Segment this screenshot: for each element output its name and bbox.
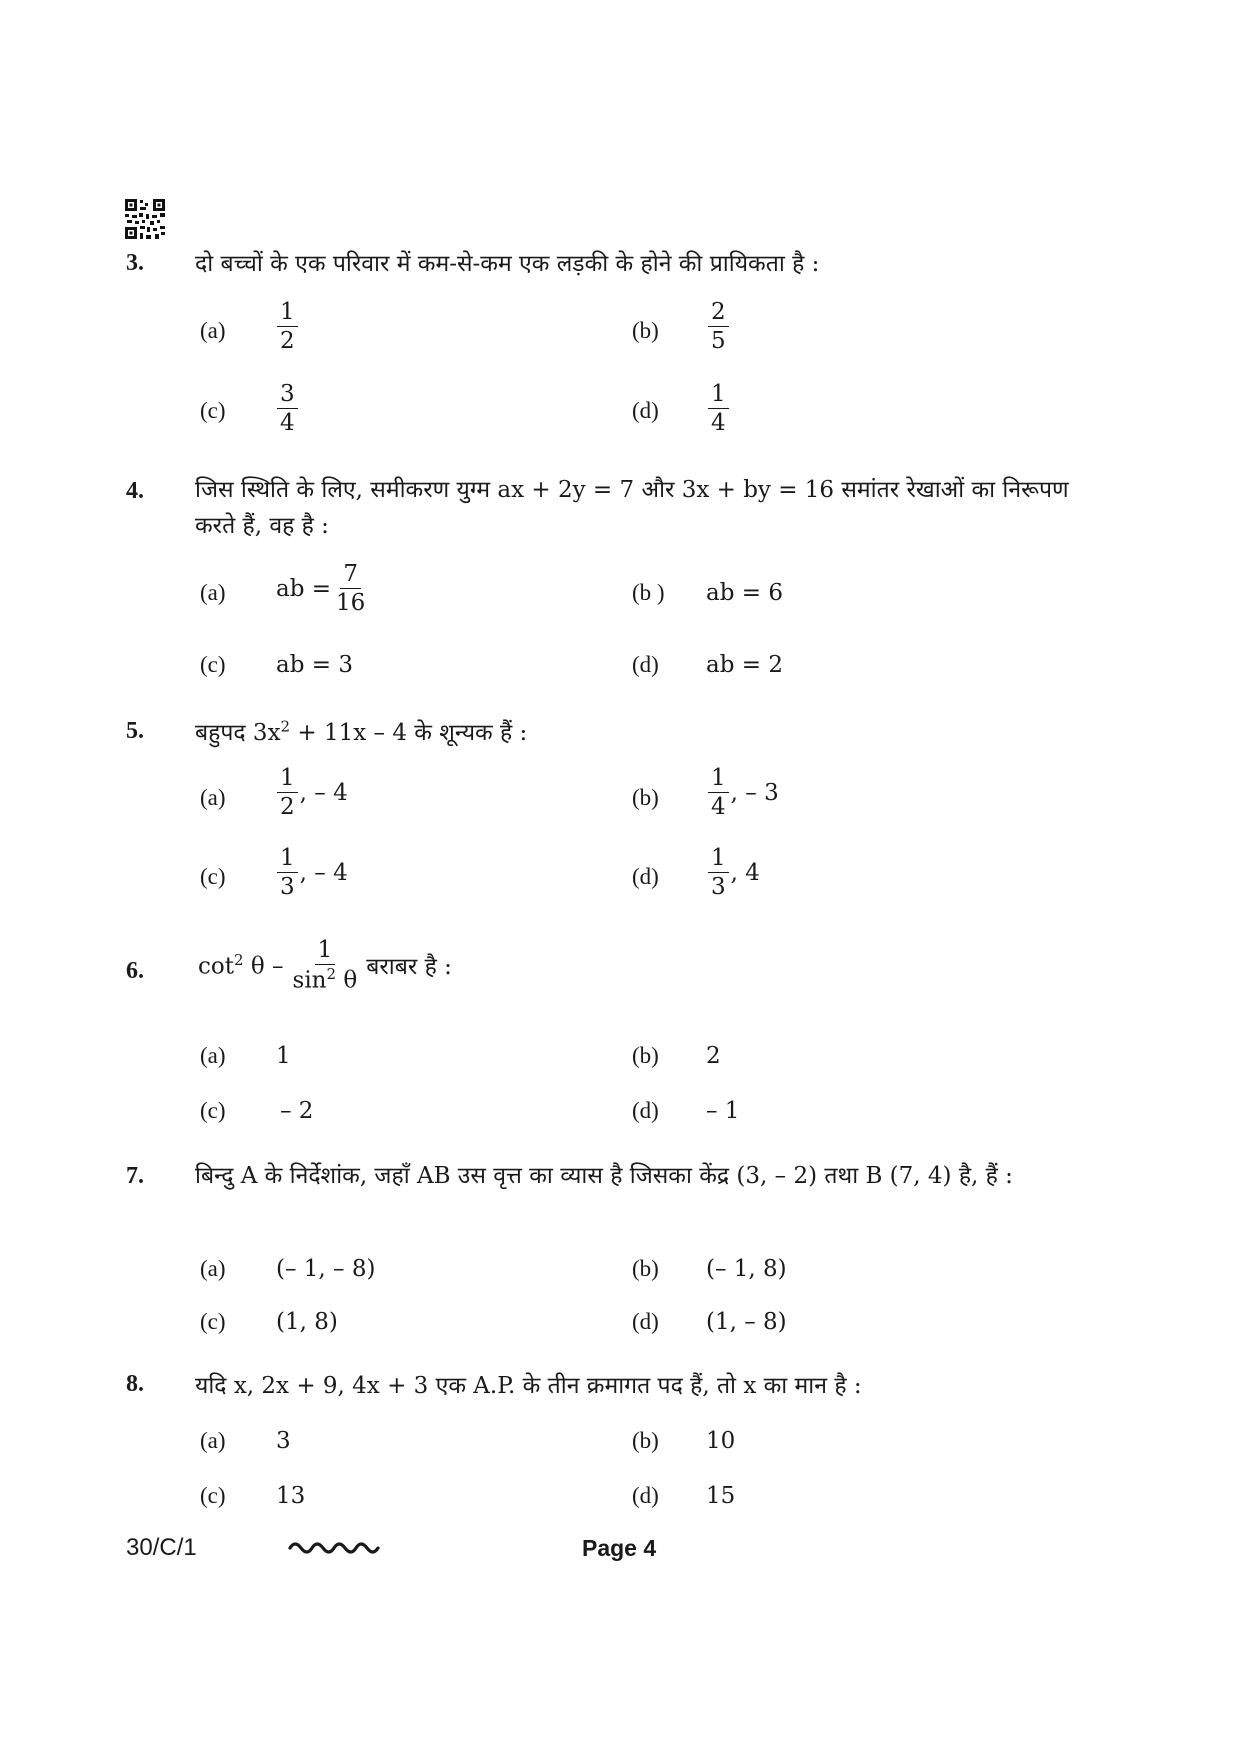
option-b-value (708, 766, 779, 819)
option-c-value (277, 382, 298, 435)
fraction (708, 300, 729, 353)
exponent: 2 (233, 951, 244, 970)
question-stem (195, 715, 527, 747)
stem-expression (198, 951, 284, 980)
option-label-d: (d) (632, 1309, 659, 1334)
option-label-c: (c) (200, 652, 226, 677)
option-b-value (708, 300, 729, 353)
fraction (290, 938, 361, 993)
option-label-b: (b ) (632, 580, 665, 605)
option-d-value: – 1 (706, 1098, 740, 1124)
question-number: 4. (126, 478, 144, 504)
option-label-c: (c) (200, 398, 226, 423)
question-stem: दो बच्चों के एक परिवार में कम-से-कम एक लड़की के होने की प्रायिकता है : (195, 251, 820, 277)
fraction (277, 846, 298, 899)
option-suffix: , – 4 (299, 859, 348, 886)
option-suffix: , – 4 (299, 779, 348, 806)
numerator: 2 (708, 300, 729, 327)
option-label-a: (a) (200, 318, 226, 343)
denominator: 4 (711, 410, 726, 437)
option-label-a: (a) (200, 580, 226, 605)
denominator: 4 (280, 410, 295, 437)
option-label-b: (b) (632, 785, 659, 810)
option-label-a: (a) (200, 1043, 226, 1068)
option-label-d: (d) (632, 652, 659, 677)
option-a-value: (– 1, – 8) (276, 1256, 376, 1282)
fraction (277, 300, 298, 353)
numerator: 7 (340, 562, 361, 589)
option-c-value: ab = 3 (276, 652, 353, 678)
option-a-value: 3 (276, 1428, 291, 1454)
denominator: 3 (711, 874, 726, 901)
option-label-c: (c) (200, 1483, 226, 1508)
option-b-value: (– 1, 8) (706, 1256, 787, 1282)
option-label-d: (d) (632, 1483, 659, 1508)
option-d-value (708, 382, 729, 435)
denominator: 16 (336, 590, 366, 617)
numerator: 1 (708, 382, 729, 409)
option-label-a: (a) (200, 1256, 226, 1281)
page-number: Page 4 (582, 1535, 657, 1561)
numerator: 1 (708, 846, 729, 873)
paper-code: 30/C/1 (126, 1534, 197, 1561)
option-d-value (708, 846, 760, 899)
question-stem: जिस स्थिति के लिए, समीकरण युग्म ax + 2y = 7 और 3x + by = 16 समांतर रेखाओं का निरूपण करते हैं, वह है : (195, 477, 1069, 539)
numerator: 3 (277, 382, 298, 409)
numerator: 1 (315, 938, 336, 965)
question-stem: बिन्दु A के निर्देशांक, जहाँ AB उस वृत्त का व्यास है जिसका केंद्र (3, – 2) तथा B (7, 4) है, हैं : (195, 1163, 1013, 1189)
fraction (708, 846, 729, 899)
stem-suffix: + 11x – 4 के शून्यक हैं : (290, 720, 528, 746)
option-label-a: (a) (200, 1428, 226, 1453)
option-a-value: 1 (276, 1043, 291, 1069)
option-prefix: ab = (276, 575, 332, 602)
denominator: 4 (711, 794, 726, 821)
fraction (277, 382, 298, 435)
question-number: 7. (126, 1163, 144, 1189)
option-a-value (277, 766, 348, 819)
denominator: 2 (280, 328, 295, 355)
option-d-value: ab = 2 (706, 652, 783, 678)
option-b-value: ab = 6 (706, 580, 783, 606)
denominator-tail: θ (336, 967, 358, 994)
option-b-value: 2 (706, 1043, 721, 1069)
option-label-c: (c) (200, 1098, 226, 1123)
fraction (277, 766, 298, 819)
stem-prefix: cot (198, 953, 234, 980)
numerator: 1 (277, 766, 298, 793)
denominator: 2 (280, 794, 295, 821)
option-label-d: (d) (632, 1098, 659, 1123)
option-d-value: (1, – 8) (706, 1309, 787, 1335)
denominator (290, 965, 361, 993)
fraction (708, 766, 729, 819)
option-label-b: (b) (632, 1256, 659, 1281)
question-number: 6. (126, 958, 144, 984)
option-label-b: (b) (632, 1043, 659, 1068)
stem-mid: θ – (243, 953, 284, 980)
option-label-b: (b) (632, 1428, 659, 1453)
option-a-value (276, 562, 368, 615)
option-label-b: (b) (632, 318, 659, 343)
stem-prefix: बहुपद 3x (195, 720, 281, 746)
fraction (333, 562, 368, 615)
fraction (708, 382, 729, 435)
numerator: 1 (708, 766, 729, 793)
option-suffix: , 4 (730, 859, 760, 886)
option-b-value: 10 (706, 1428, 736, 1454)
question-number: 5. (126, 718, 144, 744)
numerator: 1 (277, 300, 298, 327)
wave-separator-icon (288, 1538, 384, 1554)
question-number: 3. (126, 250, 144, 276)
option-label-a: (a) (200, 785, 226, 810)
option-label-d: (d) (632, 398, 659, 423)
question-stem: यदि x, 2x + 9, 4x + 3 एक A.P. के तीन क्रमागत पद हैं, तो x का मान है : (195, 1373, 862, 1399)
option-d-value: 15 (706, 1483, 736, 1509)
option-a-value (277, 300, 298, 353)
option-label-c: (c) (200, 1309, 226, 1334)
exponent: 2 (280, 717, 291, 736)
numerator: 1 (277, 846, 298, 873)
option-suffix: , – 3 (730, 779, 779, 806)
option-c-value (277, 846, 348, 899)
exponent: 2 (326, 965, 337, 984)
option-c-value: 13 (276, 1483, 306, 1509)
option-c-value: (1, 8) (276, 1309, 338, 1335)
qr-code-icon (125, 199, 165, 239)
option-c-value: – 2 (280, 1098, 314, 1124)
denominator-base: sin (292, 967, 327, 994)
denominator: 5 (711, 328, 726, 355)
stem-suffix: बराबर है : (366, 954, 452, 981)
option-label-d: (d) (632, 864, 659, 889)
option-label-c: (c) (200, 864, 226, 889)
question-stem (198, 938, 452, 993)
question-number: 8. (126, 1371, 144, 1397)
denominator: 3 (280, 874, 295, 901)
